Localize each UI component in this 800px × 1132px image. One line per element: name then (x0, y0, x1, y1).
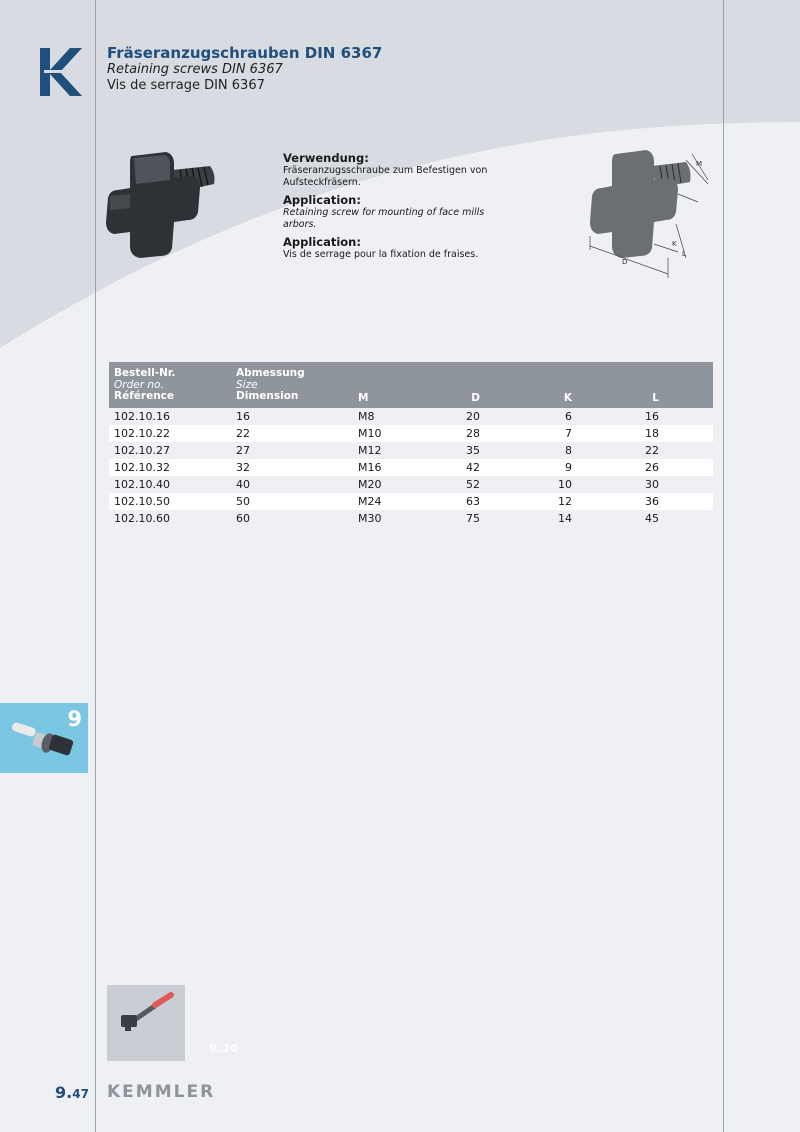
header-ref-german: Bestell-Nr. (114, 367, 176, 379)
cell-l: 22 (645, 444, 659, 457)
usage-heading-english: Application: (283, 193, 361, 207)
table-row (109, 493, 713, 510)
cell-k: 12 (558, 495, 572, 508)
header-size-english: Size (236, 378, 258, 391)
cell-m: M12 (358, 444, 382, 457)
cell-d: 75 (466, 512, 480, 525)
cell-d: 63 (466, 495, 480, 508)
application-description (283, 151, 503, 265)
cell-l: 30 (645, 478, 659, 491)
cell-size: 16 (236, 410, 250, 423)
title-french: Vis de serrage DIN 6367 (107, 78, 265, 93)
page-number (55, 1083, 89, 1102)
cell-m: M30 (358, 512, 382, 525)
table-row (109, 459, 713, 476)
usage-text-german: Fräseranzugsschraube zum Befestigen von Aufsteckfräsern. (283, 165, 488, 188)
cell-k: 10 (558, 478, 572, 491)
cell-d: 35 (466, 444, 480, 457)
page-number-main: 9. (55, 1083, 73, 1102)
table-row (109, 408, 713, 425)
title-english: Retaining screws DIN 6367 (107, 62, 283, 77)
cell-l: 45 (645, 512, 659, 525)
cell-reference: 102.10.40 (114, 478, 170, 491)
cell-size: 27 (236, 444, 250, 457)
cell-reference: 102.10.60 (114, 512, 170, 525)
cell-d: 42 (466, 461, 480, 474)
table-row (109, 510, 713, 527)
header-k: K (563, 391, 572, 404)
chapter-tab[interactable] (0, 703, 88, 773)
dimensions-table (109, 362, 713, 527)
header-size-french: Dimension (236, 390, 299, 402)
cell-reference: 102.10.50 (114, 495, 170, 508)
header-d: D (471, 391, 480, 404)
cell-k: 9 (565, 461, 572, 474)
cell-m: M24 (358, 495, 382, 508)
cell-size: 32 (236, 461, 250, 474)
usage-heading-german: Verwendung: (283, 151, 369, 165)
technical-drawing (582, 140, 712, 289)
header-size-german: Abmessung (236, 367, 305, 379)
cell-reference: 102.10.27 (114, 444, 170, 457)
cell-d: 20 (466, 410, 480, 423)
cell-size: 60 (236, 512, 250, 525)
chapter-number: 9 (67, 707, 82, 731)
header-reference (114, 368, 176, 403)
brand-name: KEMMLER (107, 1082, 216, 1102)
right-margin-line (723, 0, 724, 1132)
cell-d: 52 (466, 478, 480, 491)
cell-l: 36 (645, 495, 659, 508)
left-margin-line (95, 0, 96, 1132)
cell-l: 16 (645, 410, 659, 423)
title-block (107, 44, 382, 94)
dim-label-l: L (682, 250, 686, 258)
cell-reference: 102.10.16 (114, 410, 170, 423)
cell-k: 14 (558, 512, 572, 525)
wrench-icon (107, 985, 185, 1041)
table-row (109, 425, 713, 442)
cross-reference-label: 9.20 (209, 1042, 239, 1055)
cell-m: M16 (358, 461, 382, 474)
cell-m: M20 (358, 478, 382, 491)
cell-k: 7 (565, 427, 572, 440)
table-header (109, 362, 713, 408)
cell-size: 50 (236, 495, 250, 508)
header-ref-french: Référence (114, 390, 175, 402)
cell-l: 26 (645, 461, 659, 474)
header-m: M (358, 391, 369, 404)
cell-m: M8 (358, 410, 375, 423)
page-number-sub: 47 (72, 1087, 89, 1101)
table-row (109, 476, 713, 493)
cell-d: 28 (466, 427, 480, 440)
cell-m: M10 (358, 427, 382, 440)
usage-text-english: Retaining screw for mounting of face mills arbors. (283, 207, 485, 230)
header-size (236, 368, 305, 403)
usage-heading-french: Application: (283, 235, 361, 249)
header-ref-english: Order no. (114, 378, 164, 391)
cell-size: 40 (236, 478, 250, 491)
usage-text-french: Vis de serrage pour la fixation de fraises. (283, 249, 479, 260)
product-photo (100, 148, 220, 264)
kemmler-logo (38, 46, 84, 102)
cross-reference-tile[interactable] (107, 985, 239, 1061)
cell-l: 18 (645, 427, 659, 440)
dim-label-m: M (696, 160, 703, 168)
cell-reference: 102.10.32 (114, 461, 170, 474)
cell-reference: 102.10.22 (114, 427, 170, 440)
table-row (109, 442, 713, 459)
cell-k: 8 (565, 444, 572, 457)
header-l: L (652, 391, 659, 404)
cell-size: 22 (236, 427, 250, 440)
cell-k: 6 (565, 410, 572, 423)
dim-label-k: K (672, 240, 677, 248)
dim-label-d: D (622, 258, 628, 266)
title-german: Fräseranzugschrauben DIN 6367 (107, 44, 383, 62)
